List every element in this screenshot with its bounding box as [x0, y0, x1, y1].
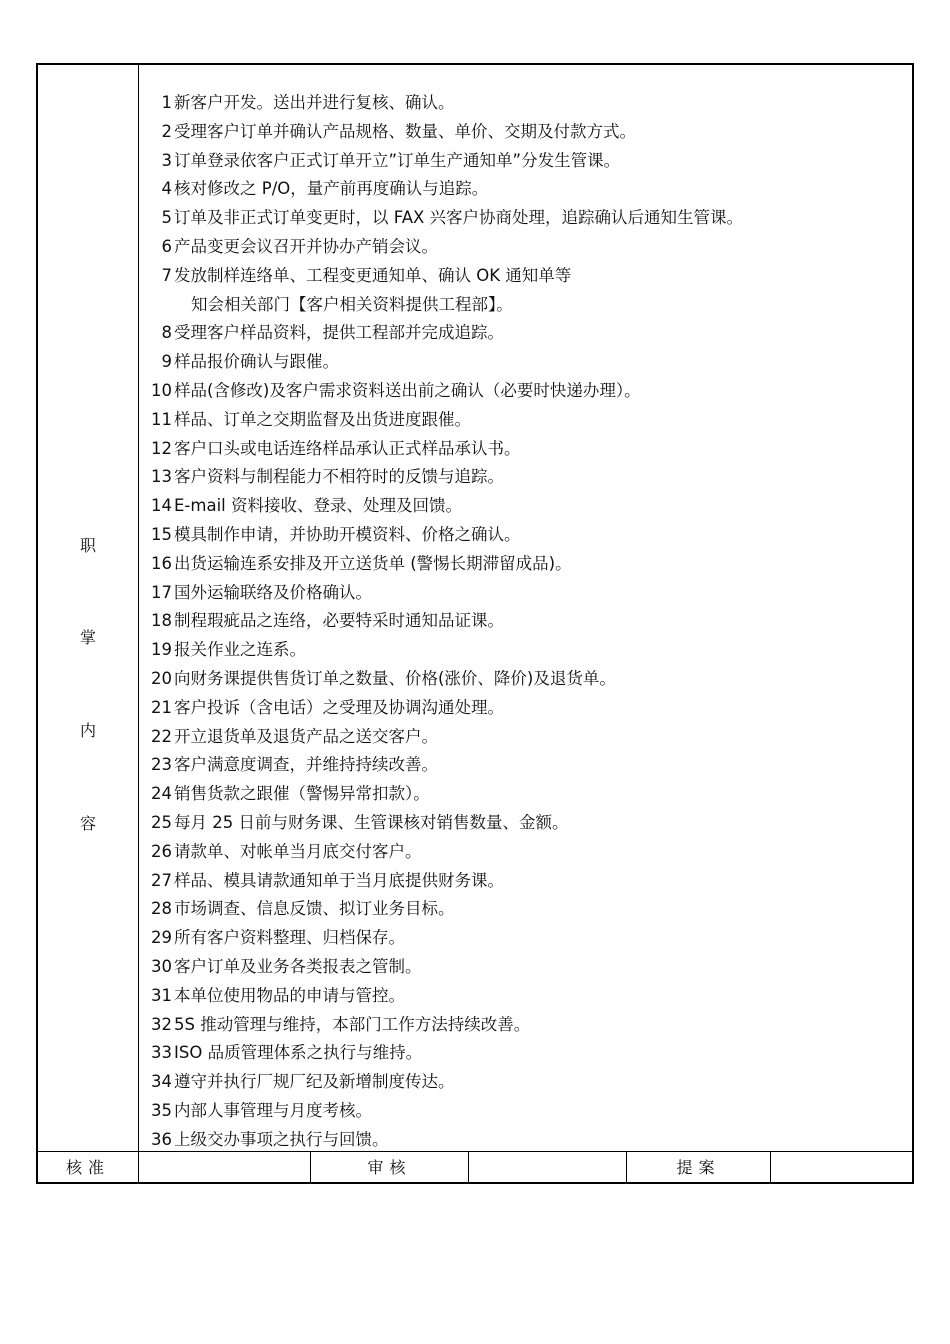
duty-item	[147, 665, 907, 694]
duty-list	[147, 89, 907, 1154]
duty-text: 新客户开发。送出并进行复核、确认。	[174, 93, 455, 112]
duty-text: 国外运输联络及价格确认。	[174, 582, 372, 602]
duty-text: 客户投诉（含电话）之受理及协调沟通处理。	[174, 697, 504, 717]
duty-item	[147, 579, 907, 608]
duty-number: 17	[151, 582, 172, 602]
propose-signature-field[interactable]	[771, 1152, 912, 1184]
duty-number: 5	[161, 208, 172, 228]
duty-number: 20	[151, 668, 172, 688]
duty-text: 5S 推动管理与维持，本部门工作方法持续改善。	[174, 1014, 531, 1034]
duty-text: 客户满意度调查，并维持持续改善。	[174, 755, 438, 775]
duty-number: 18	[151, 611, 172, 631]
duty-text: 内部人事管理与月度考核。	[174, 1100, 372, 1120]
duty-number: 28	[151, 899, 172, 919]
duty-text: 受理客户样品资料，提供工程部并完成追踪。	[174, 323, 504, 343]
duty-item	[147, 1011, 907, 1040]
duty-number: 7	[161, 265, 172, 285]
duty-number: 16	[151, 553, 172, 573]
duty-item	[147, 319, 907, 348]
duty-text: 制程瑕疵品之连络，必要特采时通知品证课。	[174, 611, 504, 631]
duty-item	[147, 377, 907, 406]
duty-text: 所有客户资料整理、归档保存。	[174, 928, 405, 948]
duty-text: 上级交办事项之执行与回馈。	[174, 1129, 389, 1149]
duty-text: 发放制样连络单、工程变更通知单、确认 OK 通知单等	[174, 265, 572, 285]
duty-text-continuation: 知会相关部门【客户相关资料提供工程部】。	[191, 294, 513, 314]
side-label-column	[38, 65, 139, 1151]
duty-item	[147, 118, 907, 147]
duty-item	[147, 204, 907, 233]
duty-item	[147, 895, 907, 924]
duty-item	[147, 867, 907, 896]
duty-number: 32	[151, 1014, 172, 1034]
duty-item	[147, 1039, 907, 1068]
duty-text: 样品(含修改)及客户需求资料送出前之确认（必要时快递办理）。	[174, 380, 641, 400]
duty-number: 12	[151, 438, 172, 458]
duty-item	[147, 463, 907, 492]
duty-number: 15	[151, 524, 172, 544]
duty-number: 24	[151, 784, 172, 804]
duty-item	[147, 147, 907, 176]
duty-number: 29	[151, 928, 172, 948]
duty-number: 34	[151, 1072, 172, 1092]
side-label-char: 容	[79, 814, 96, 833]
approve-label: 核准	[38, 1152, 139, 1184]
duty-text: 开立退货单及退货产品之送交客户。	[174, 726, 438, 746]
duty-text: 每月 25 日前与财务课、生管课核对销售数量、金额。	[174, 812, 569, 832]
duty-item	[147, 348, 907, 377]
duty-number: 9	[161, 352, 172, 372]
job-duties-table	[36, 63, 914, 1184]
duty-number: 4	[161, 179, 172, 199]
duty-number: 30	[151, 956, 172, 976]
duty-number: 33	[151, 1043, 172, 1063]
duty-text: E-mail 资料接收、登录、处理及回馈。	[174, 496, 462, 516]
duty-number: 27	[151, 870, 172, 890]
duty-item	[147, 982, 907, 1011]
duty-number: 31	[151, 985, 172, 1005]
duty-item	[147, 262, 907, 320]
duty-text: 样品、订单之交期监督及出货进度跟催。	[174, 409, 471, 429]
duty-number: 3	[161, 150, 172, 170]
duty-number: 35	[151, 1100, 172, 1120]
duty-number: 11	[151, 409, 172, 429]
duty-number: 13	[151, 467, 172, 487]
duty-number: 19	[151, 640, 172, 660]
duty-item	[147, 521, 907, 550]
review-label: 审核	[311, 1152, 469, 1184]
signature-row	[38, 1151, 912, 1184]
duty-item	[147, 89, 907, 118]
duty-item	[147, 175, 907, 204]
approve-signature-field[interactable]	[139, 1152, 311, 1184]
duty-number: 21	[151, 697, 172, 717]
duty-text: 客户资料与制程能力不相符时的反馈与追踪。	[174, 467, 504, 487]
side-label-char: 掌	[79, 628, 96, 647]
duty-text: 样品报价确认与跟催。	[174, 352, 339, 372]
duty-number: 14	[151, 496, 172, 516]
duty-text: 请款单、对帐单当月底交付客户。	[174, 841, 422, 861]
duty-item	[147, 1097, 907, 1126]
duty-item	[147, 751, 907, 780]
duty-item	[147, 550, 907, 579]
side-label-char: 职	[79, 536, 96, 555]
duty-text: 订单登录依客户正式订单开立”订单生产通知单”分发生管课。	[174, 150, 621, 170]
review-signature-field[interactable]	[469, 1152, 627, 1184]
duty-text: 核对修改之 P/O，量产前再度确认与追踪。	[174, 179, 489, 199]
duty-item	[147, 435, 907, 464]
duty-item	[147, 809, 907, 838]
duty-number: 6	[161, 236, 172, 256]
duty-item	[147, 636, 907, 665]
duty-text: 市场调查、信息反馈、拟订业务目标。	[174, 899, 455, 919]
duty-item	[147, 607, 907, 636]
duty-number: 8	[161, 323, 172, 343]
duty-number: 36	[151, 1129, 172, 1149]
duty-number: 10	[151, 380, 172, 400]
duty-text: 模具制作申请，并协助开模资料、价格之确认。	[174, 524, 521, 544]
duty-text: ISO 品质管理体系之执行与维持。	[174, 1043, 423, 1063]
duty-text: 出货运输连系安排及开立送货单 (警惕长期滞留成品)。	[174, 553, 572, 573]
duty-text: 本单位使用物品的申请与管控。	[174, 985, 405, 1005]
side-label-char: 内	[79, 721, 96, 740]
duty-item	[147, 723, 907, 752]
duty-number: 26	[151, 841, 172, 861]
propose-label: 提案	[627, 1152, 771, 1184]
duty-text: 客户口头或电话连络样品承认正式样品承认书。	[174, 438, 521, 458]
duty-text: 订单及非正式订单变更时，以 FAX 兴客户协商处理，追踪确认后通知生管课。	[174, 208, 744, 228]
duty-item	[147, 924, 907, 953]
duty-number: 23	[151, 755, 172, 775]
duty-text: 客户订单及业务各类报表之管制。	[174, 956, 422, 976]
duty-item	[147, 492, 907, 521]
duty-number: 2	[161, 121, 172, 141]
duty-text: 销售货款之跟催（警惕异常扣款）。	[174, 784, 430, 804]
duty-text: 遵守并执行厂规厂纪及新增制度传达。	[174, 1072, 455, 1092]
duty-text: 受理客户订单并确认产品规格、数量、单价、交期及付款方式。	[174, 121, 636, 141]
duty-item	[147, 694, 907, 723]
duty-text: 产品变更会议召开并协办产销会议。	[174, 236, 438, 256]
duty-item	[147, 953, 907, 982]
duty-item	[147, 838, 907, 867]
duty-number: 1	[161, 93, 172, 112]
duty-text: 报关作业之连系。	[174, 640, 306, 660]
duty-text: 样品、模具请款通知单于当月底提供财务课。	[174, 870, 504, 890]
duty-item	[147, 780, 907, 809]
duty-item	[147, 233, 907, 262]
duty-item	[147, 406, 907, 435]
duty-text: 向财务课提供售货订单之数量、价格(涨价、降价)及退货单。	[174, 668, 616, 688]
duty-number: 22	[151, 726, 172, 746]
duty-number: 25	[151, 812, 172, 832]
duty-item	[147, 1068, 907, 1097]
